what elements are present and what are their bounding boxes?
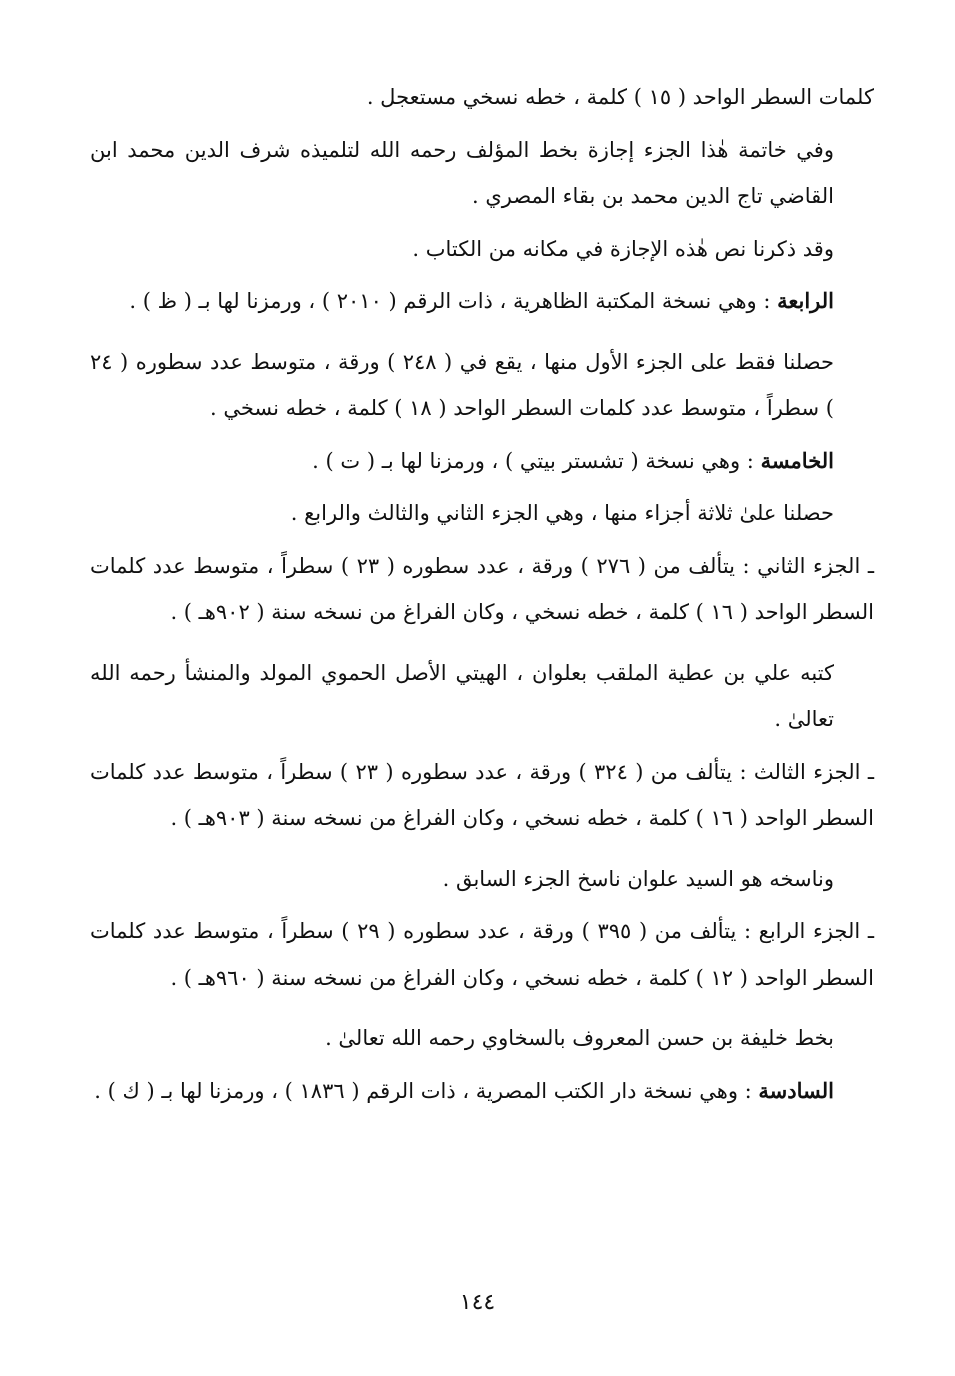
paragraph-8-part-two: ـ الجزء الثاني : يتألف من ( ٢٧٦ ) ورقة ، عدد سطوره ( ٢٣ ) سطراً ، متوسط عدد كلمات السطر الواحد ( ١٦ ) كلمة ، خطه نسخي ، وكان الفراغ من نسخه سنة ( ٩٠٢هـ ) .: [90, 553, 874, 624]
copy-desc-fourth: : وهي نسخة المكتبة الظاهرية ، ذات الرقم ( ٢٠١٠ ) ، ورمزنا لها بـ ( ظ ) .: [129, 289, 778, 313]
paragraph-7: حصلنا علىٰ ثلاثة أجزاء منها ، وهي الجزء الثاني والثالث والرابع .: [290, 501, 834, 525]
copy-desc-sixth: : وهي نسخة دار الكتب المصرية ، ذات الرقم ( ١٨٣٦ ) ، ورمزنا لها بـ ( ك ) .: [94, 1078, 759, 1103]
copy-label-fourth: الرابعة: [777, 288, 834, 313]
copy-label-fifth: الخامسة: [760, 447, 834, 473]
paragraph-11: وناسخه هو السيد علوان ناسخ الجزء السابق .: [442, 866, 834, 891]
paragraph-14-copy-sixth: [90, 1068, 874, 1115]
copy-desc-fifth: : وهي نسخة ( تشستر بيتي ) ، ورمزنا لها بـ ( ت ) .: [312, 448, 761, 473]
paragraph-9: كتبه علي بن عطية الملقب بعلوان ، الهيتي الأصل الحموي المولد والمنشأ رحمه الله تعالىٰ .: [90, 660, 834, 731]
paragraph-12-part-four: ـ الجزء الرابع : يتألف من ( ٣٩٥ ) ورقة ، عدد سطوره ( ٢٩ ) سطراً ، متوسط عدد كلمات السطر الواحد ( ١٢ ) كلمة ، خطه نسخي ، وكان الفراغ من نسخه سنة ( ٩٦٠هـ ) .: [90, 919, 874, 990]
paragraph-5: حصلنا فقط على الجزء الأول منها ، يقع في ( ٢٤٨ ) ورقة ، متوسط عدد سطوره ( ٢٤ ) سطراً ، متوسط عدد كلمات السطر الواحد ( ١٨ ) كلمة ، خطه نسخي .: [90, 349, 834, 420]
page-number: ١٤٤: [459, 1290, 496, 1315]
body-text: [90, 74, 874, 1114]
paragraph-6-copy-fifth: [90, 438, 874, 485]
paragraph-10-part-three: ـ الجزء الثالث : يتألف من ( ٣٢٤ ) ورقة ، عدد سطوره ( ٢٣ ) سطراً ، متوسط عدد كلمات السطر الواحد ( ١٦ ) كلمة ، خطه نسخي ، وكان الفراغ من نسخه سنة ( ٩٠٣هـ ) .: [90, 759, 874, 830]
paragraph-4-copy-fourth: [90, 278, 874, 325]
paragraph-1: كلمات السطر الواحد ( ١٥ ) كلمة ، خطه نسخي مستعجل .: [366, 85, 874, 109]
copy-label-sixth: السادسة: [758, 1077, 834, 1103]
paragraph-2: وفي خاتمة هٰذا الجزء إجازة بخط المؤلف رحمه الله لتلميذه شرف الدين محمد ابن القاضي تاج الدين محمد بن بقاء المصري .: [90, 137, 834, 208]
paragraph-13: بخط خليفة بن حسن المعروف بالسخاوي رحمه الله تعالىٰ .: [325, 1026, 834, 1050]
paragraph-3: وقد ذكرنا نص هٰذه الإجازة في مكانه من الكتاب .: [412, 236, 834, 261]
